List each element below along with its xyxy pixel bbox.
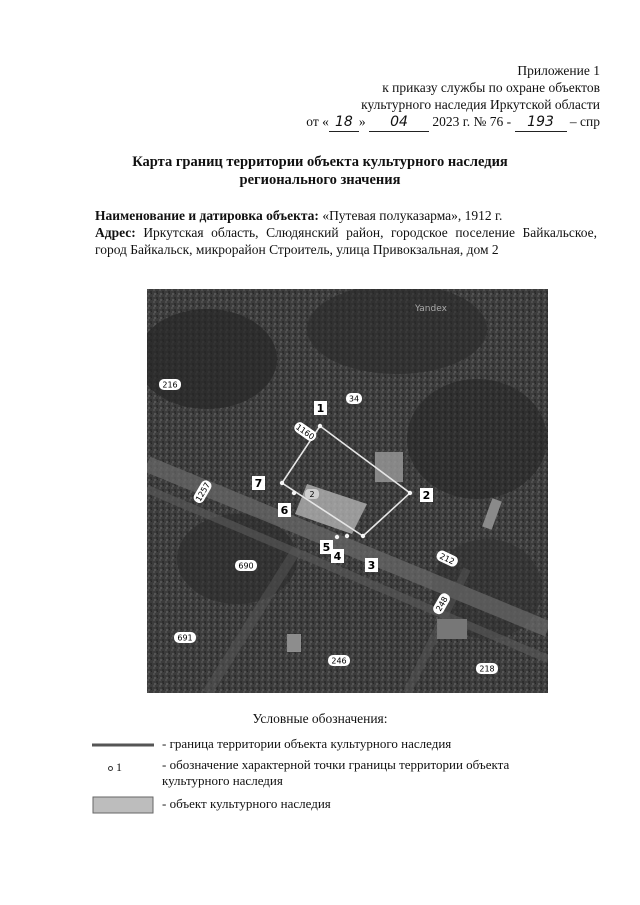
date-year-number: 2023 г. № 76 - <box>432 114 512 129</box>
order-number: 193 <box>515 114 567 132</box>
legend-title: Условные обозначения: <box>252 711 388 726</box>
address-label: Адрес: <box>95 225 136 240</box>
document-title-line-1: Карта границ территории объекта культурного наследия <box>132 154 508 170</box>
point-label-2: 2 <box>422 489 431 502</box>
svg-text:34: 34 <box>348 394 360 404</box>
svg-text:212: 212 <box>438 551 456 567</box>
svg-text:690: 690 <box>238 561 254 571</box>
date-mid: » <box>358 114 366 129</box>
boundary-line-symbol <box>92 738 154 752</box>
point-label-6: 6 <box>280 504 289 517</box>
document-title-line-2: регионального значения <box>239 172 401 188</box>
appendix-date-line <box>306 113 600 132</box>
legend-heritage-text: - объект культурного наследия <box>162 796 331 811</box>
appendix-line-3 <box>361 96 600 113</box>
point-label-5: 5 <box>322 541 331 554</box>
svg-text:218: 218 <box>479 664 495 674</box>
svg-text:248: 248 <box>434 595 450 613</box>
svg-text:691: 691 <box>177 633 193 643</box>
satellite-map <box>147 289 548 693</box>
appendix-agency-text: культурного наследия Иркутской области <box>361 97 600 112</box>
svg-text:246: 246 <box>331 656 347 666</box>
appendix-title: Приложение 1 <box>517 63 600 78</box>
svg-text:1160: 1160 <box>294 422 316 442</box>
object-address <box>95 224 597 258</box>
point-label-4: 4 <box>333 550 342 563</box>
svg-text:1257: 1257 <box>194 480 212 504</box>
point-symbol-number: 1 <box>116 760 122 774</box>
legend-point-text: - обозначение характерной точки границы территории объекта культурного наследия <box>162 757 510 788</box>
address-value: Иркутская область, Слюдянский район, городское поселение Байкальское, город Байкальск, микрорайон Строитель, улица Привокзальная, дом 2 <box>95 225 597 257</box>
heritage-object-symbol <box>92 796 154 814</box>
svg-text:2: 2 <box>309 490 315 499</box>
date-prefix: от « <box>306 114 329 129</box>
point-label-1: 1 <box>316 402 325 415</box>
appendix-line-1 <box>517 62 600 79</box>
object-name-label: Наименование и датировка объекта: <box>95 208 319 223</box>
point-symbol <box>108 759 170 773</box>
legend-boundary-text: - граница территории объекта культурного наследия <box>162 736 452 751</box>
appendix-order-text: к приказу службы по охране объектов <box>382 80 600 95</box>
point-label-7: 7 <box>254 477 263 490</box>
date-day: 18 <box>329 114 359 132</box>
order-suffix: – спр <box>569 114 600 129</box>
point-label-3: 3 <box>367 559 376 572</box>
map-watermark: Yandex <box>415 304 447 314</box>
object-name-line <box>95 207 597 224</box>
appendix-line-2 <box>382 79 600 96</box>
svg-text:216: 216 <box>162 380 178 390</box>
date-month: 04 <box>369 114 429 132</box>
object-name-value: «Путевая полуказарма», 1912 г. <box>322 208 503 223</box>
